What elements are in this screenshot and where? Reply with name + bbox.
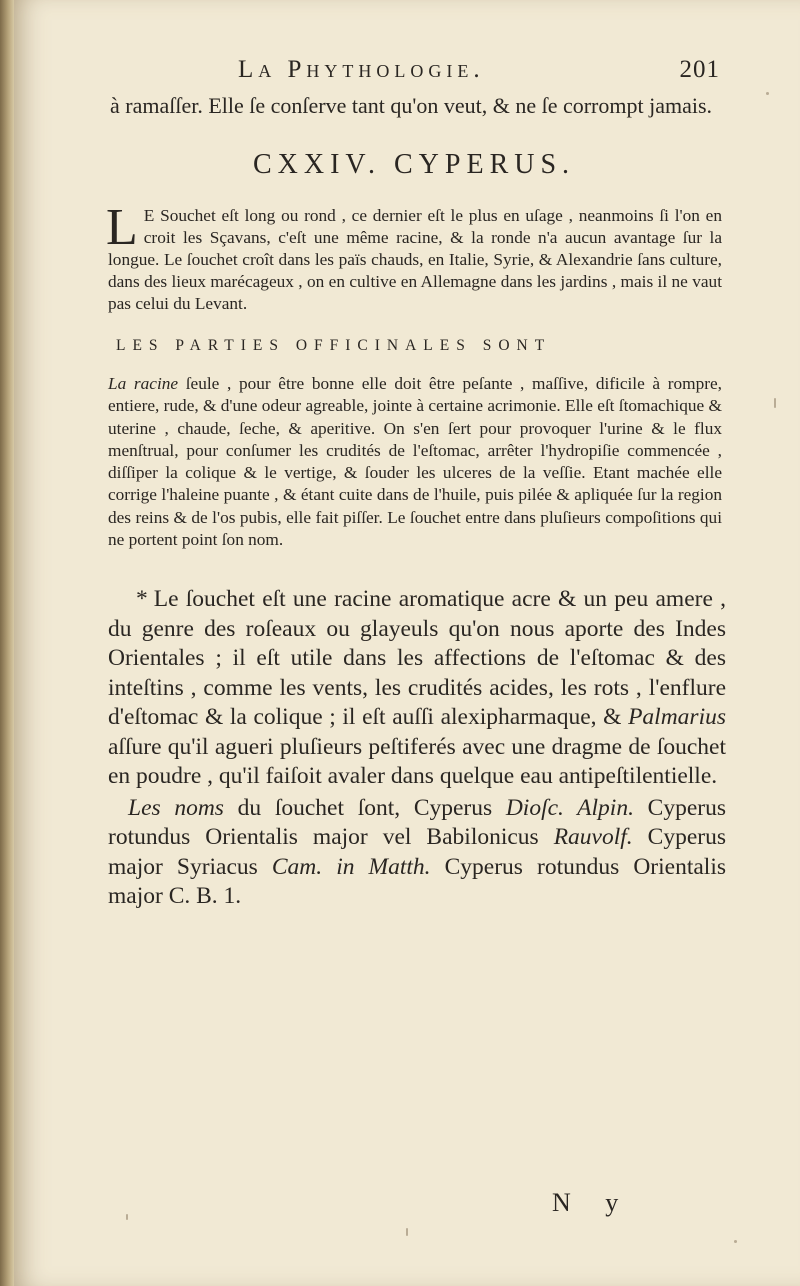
continuation-text: à ramaſſer. Elle ſe conſerve tant qu'on veut, & ne ſe corrompt jamais. xyxy=(110,93,713,118)
names-text-1: du ſouchet ſont, Cyperus xyxy=(223,794,506,821)
paper-speck xyxy=(774,398,776,408)
entry-paragraph xyxy=(106,199,722,315)
annotation-note xyxy=(108,585,726,912)
page-content xyxy=(108,56,730,912)
note-text: Le ſouchet eſt une racine aromatique acre & un peu amere , du genre des roſeaux ou glayeuls qu'on nous aporte des Indes Orientales ; il eſt utile dans les affections de l'eſtomac & des inteſtins , comme les vents, les crudités acides, les rots , l'enflure d'eſtomac & la colique ; il eſt auſſi alexipharmaque, & xyxy=(108,586,726,731)
officinal-subheading: LES PARTIES OFFICINALES SONT xyxy=(116,337,552,354)
paper-speck xyxy=(406,1228,408,1236)
book-binding-edge xyxy=(0,0,14,1286)
paper-speck xyxy=(126,1214,128,1220)
officinal-paragraph xyxy=(108,373,722,551)
note-text-after: aſſure qu'il agueri pluſieurs peſtiferés avec une dragme de ſouchet en poudre , qu'il faiſoit avaler dans quelque eau antipeſtilentielle. xyxy=(108,733,726,790)
names-author-2: Rauvolf. xyxy=(553,824,633,851)
paper-speck xyxy=(734,1240,737,1243)
note-author: Palmarius xyxy=(628,704,726,731)
officinal-text: ſeule , pour être bonne elle doit être peſante , maſſive, dificile à rompre, entiere, rude, & d'une odeur agreable, jointe à certaine acrimonie. Elle eſt ſtomachique & uterine , chaude, ſeche, & aperitive. On s'en ſert pour provoquer l'urine & le flux menſtrual, pour conſumer les crudités de l'eſtomac, arrêter l'hydropiſie commencée , diſſiper la colique & le vertige, & ſouder les ulceres de la veſſie. Etant machée elle corrige l'haleine puante , & étant cuite dans de l'huile, puis pilée & apliquée ſur la region des reins & de l'os pubis, elle fait piſſer. Le ſouchet entre dans pluſieurs compoſitions qui ne portent point ſon nom. xyxy=(108,374,722,550)
signature-mark: N y xyxy=(552,1188,633,1217)
note-paragraph xyxy=(108,585,726,792)
names-text-2: Cyperus rotundus Orientalis major vel Babilonicus xyxy=(108,794,726,851)
page-number: 201 xyxy=(679,56,720,83)
names-author-1: Dioſc. Alpin. xyxy=(505,794,634,821)
running-head xyxy=(108,56,730,92)
names-text-4: Cyperus rotundus Orientalis major C. B. 1. xyxy=(108,853,726,910)
book-page xyxy=(14,0,800,1286)
asterisk-mark: * xyxy=(136,586,148,613)
names-text-3: Cyperus major Syriacus xyxy=(108,824,726,880)
paper-speck xyxy=(766,92,769,95)
names-paragraph xyxy=(108,794,726,912)
names-lead: Les noms xyxy=(128,794,224,821)
officinal-lead-word: La racine xyxy=(108,374,179,393)
drop-cap: L xyxy=(106,199,138,256)
section-title: CXXIV. CYPERUS. xyxy=(252,149,576,180)
entry-text: E Souchet eſt long ou rond , ce dernier eſt le plus en uſage , neanmoins ſi l'on en croit les Sçavans, c'eſt une même racine, & la ronde n'a aucun avantage ſur la longue. Le ſouchet croît dans les païs chauds, en Italie, Syrie, & Alexandrie ſans culture, dans des lieux marécageux , on en cultive en Allemagne dans les jardins , mais il ne vaut pas celui du Levant. xyxy=(108,206,722,313)
running-title: La Phythologie. xyxy=(238,56,485,83)
names-author-3: Cam. in Matth. xyxy=(271,853,431,880)
